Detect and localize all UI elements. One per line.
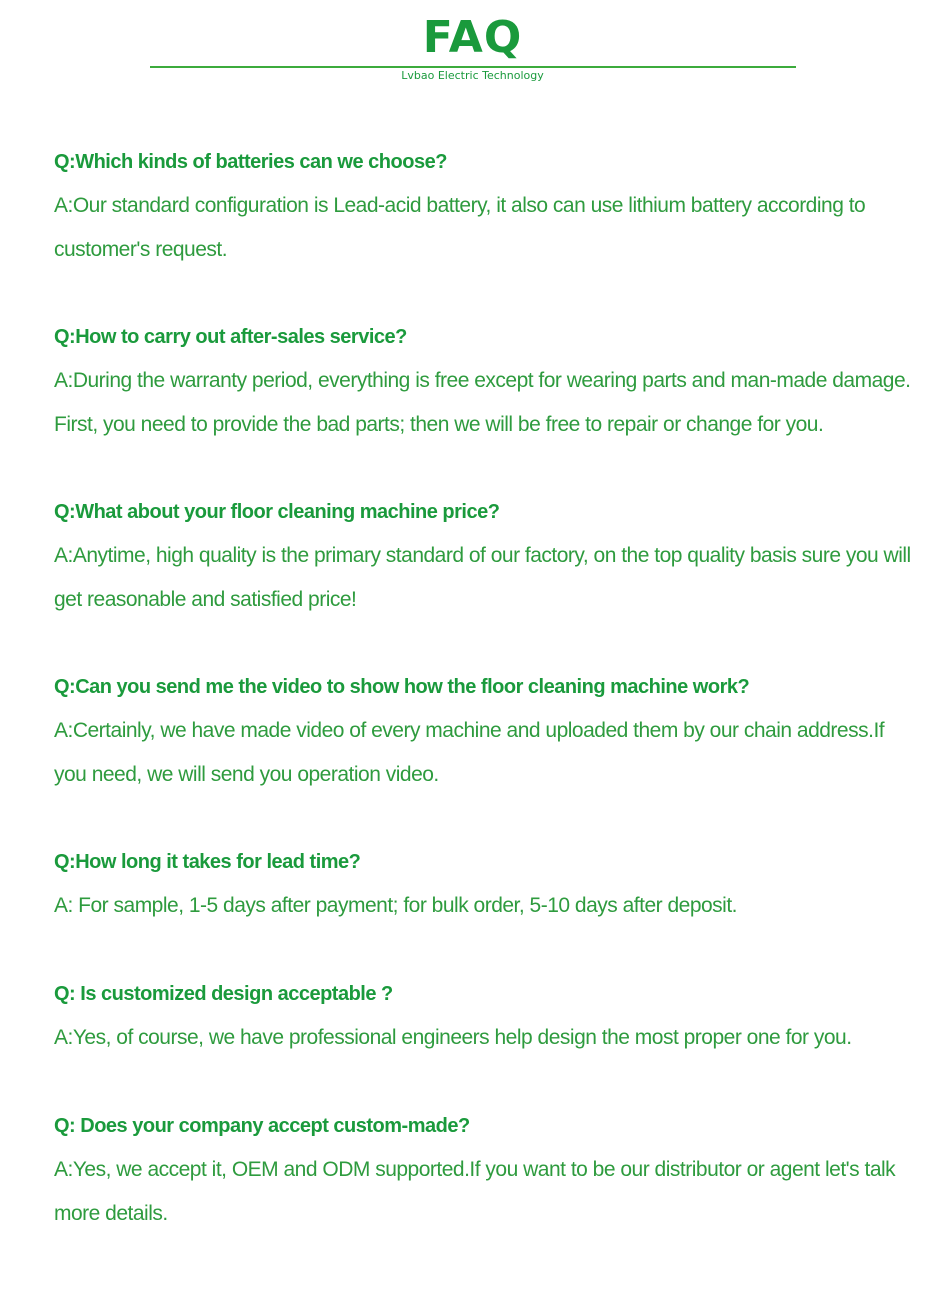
company-subtitle: Lvbao Electric Technology [401,69,544,82]
faq-list [54,140,914,1236]
faq-question: Q:How long it takes for lead time? [54,851,361,873]
faq-item [54,665,914,797]
header-divider [150,66,796,68]
faq-question: Q:How to carry out after-sales service? [54,326,407,348]
faq-header [0,0,945,100]
faq-answer: A:Yes, of course, we have professional engineers help design the most proper one for you. [54,1026,852,1049]
faq-item [54,140,914,272]
faq-item [54,1104,914,1236]
faq-answer: A:Anytime, high quality is the primary standard of our factory, on the top quality basis sure you will get reasonable and satisfied price! [54,544,911,611]
faq-item [54,315,914,447]
faq-question: Q: Is customized design acceptable ? [54,983,393,1005]
faq-answer: A:During the warranty period, everything is free except for wearing parts and man-made damage. First, you need to provide the bad parts; then we will be free to repair or change for you. [54,369,911,436]
faq-item [54,490,914,622]
faq-answer: A:Our standard configuration is Lead-acid battery, it also can use lithium battery according to customer's request. [54,194,866,261]
faq-question: Q:Can you send me the video to show how the floor cleaning machine work? [54,676,750,698]
page-title: FAQ [422,12,523,63]
faq-question: Q: Does your company accept custom-made? [54,1115,470,1137]
faq-item [54,840,914,928]
faq-answer: A: For sample, 1-5 days after payment; for bulk order, 5-10 days after deposit. [54,894,738,917]
faq-question: Q:Which kinds of batteries can we choose? [54,151,447,173]
faq-item [54,972,914,1060]
faq-answer: A:Certainly, we have made video of every machine and uploaded them by our chain address.If you need, we will send you operation video. [54,719,885,786]
faq-answer: A:Yes, we accept it, OEM and ODM supported.If you want to be our distributor or agent let's talk more details. [54,1158,896,1225]
faq-question: Q:What about your floor cleaning machine price? [54,501,500,523]
